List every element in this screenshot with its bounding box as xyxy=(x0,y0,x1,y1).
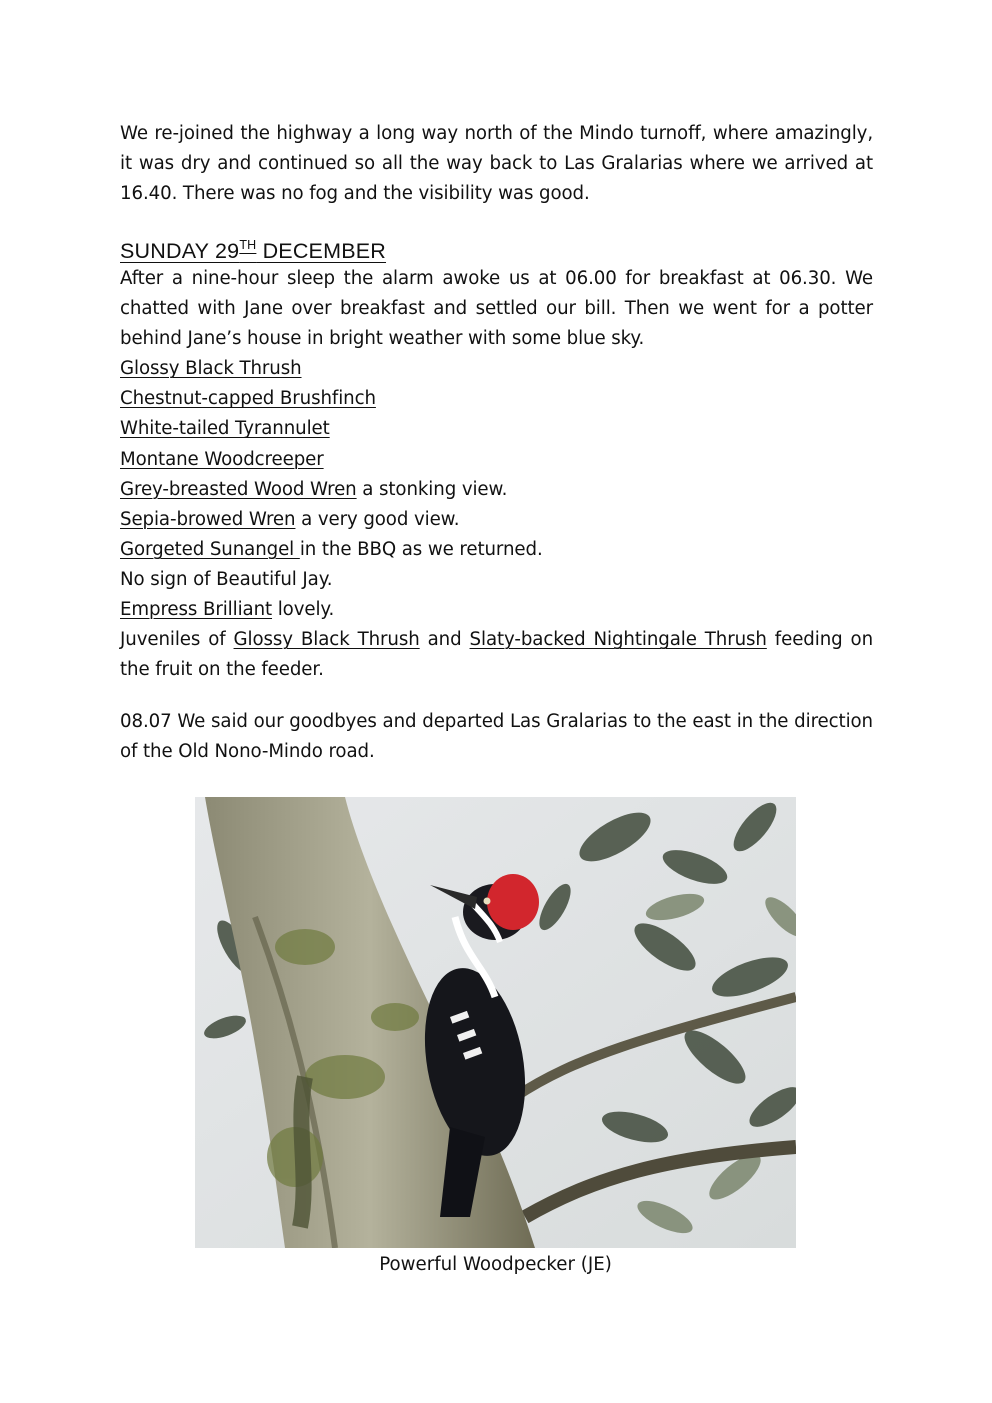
species-name: Slaty-backed Nightingale Thrush xyxy=(469,629,767,651)
heading-ordinal: TH xyxy=(239,238,257,252)
species-name: White-tailed Tyrannulet xyxy=(120,418,330,440)
day-intro-paragraph: After a nine-hour sleep the alarm awoke us at 06.00 for breakfast at 06.30. We chatted with Jane over breakfast and settled our bill. Then we went for a potter behind Jane’s house in bright weather with some blue sky. xyxy=(120,268,873,350)
departure-paragraph: 08.07 We said our goodbyes and departed Las Gralarias to the east in the direction of the Old Nono-Mindo road. xyxy=(120,711,873,763)
species-name: Gorgeted Sunangel xyxy=(120,538,300,560)
species-name: Glossy Black Thrush xyxy=(233,629,420,651)
sightings-list xyxy=(120,354,873,685)
sighting-note: a very good view. xyxy=(295,508,460,530)
woodpecker-photo xyxy=(195,797,796,1248)
day-heading xyxy=(120,229,386,267)
juveniles-suffix: feeding on the fruit on the feeder. xyxy=(120,629,874,681)
day-body xyxy=(120,264,873,685)
sighting-note: lovely. xyxy=(272,599,335,621)
juveniles-middle: and xyxy=(419,629,470,651)
sighting-note: a stonking view. xyxy=(356,478,508,500)
sighting-note: No sign of Beautiful Jay. xyxy=(120,568,333,590)
sighting-item xyxy=(120,595,873,625)
sighting-item xyxy=(120,565,873,595)
intro-paragraph: We re-joined the highway a long way north of the Mindo turnoff, where amazingly, it was dry and continued so all the way back to Las Gralarias where we arrived at 16.40. There was no fog and the visibility was good. xyxy=(120,123,873,205)
juveniles-prefix: Juveniles of xyxy=(120,629,234,651)
species-name: Empress Brilliant xyxy=(120,599,273,621)
species-name: Glossy Black Thrush xyxy=(120,358,302,380)
heading-rest: DECEMBER xyxy=(256,239,387,263)
species-name: Chestnut-capped Brushfinch xyxy=(120,388,376,410)
sighting-note: in the BBQ as we returned. xyxy=(299,538,543,560)
sighting-item xyxy=(120,354,873,384)
species-name: Grey-breasted Wood Wren xyxy=(120,478,357,500)
sighting-item xyxy=(120,505,873,535)
sighting-item xyxy=(120,445,873,475)
sighting-item xyxy=(120,384,873,414)
sighting-item xyxy=(120,535,873,565)
species-name: Sepia-browed Wren xyxy=(120,508,296,530)
sighting-item xyxy=(120,475,873,505)
species-name: Montane Woodcreeper xyxy=(120,448,324,470)
sighting-item xyxy=(120,414,873,444)
photo-caption: Powerful Woodpecker (JE) xyxy=(379,1254,612,1275)
heading-main: SUNDAY 29 xyxy=(120,239,240,263)
juveniles-paragraph xyxy=(120,625,873,685)
